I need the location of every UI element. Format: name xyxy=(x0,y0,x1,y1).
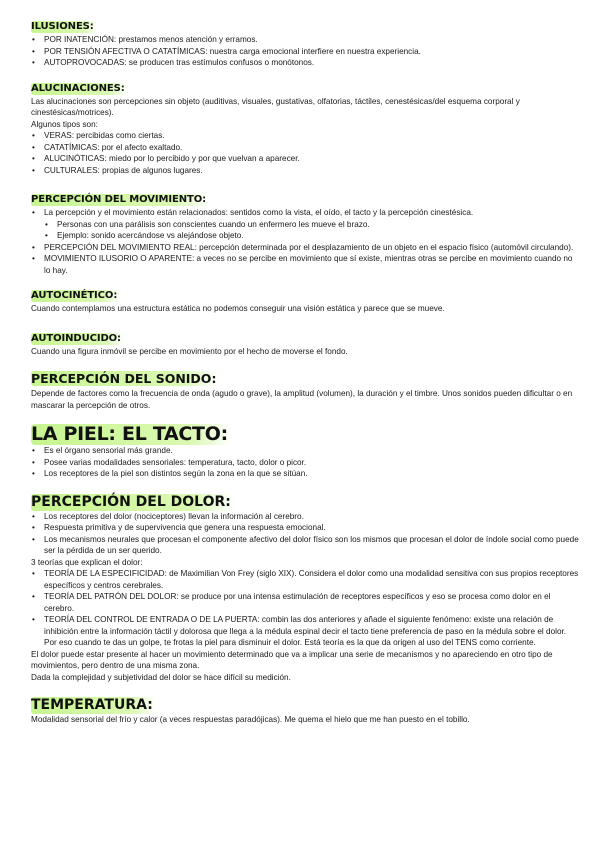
list-item: • Los receptores de la piel son distintos según la zona en la que se sitúan. xyxy=(31,468,581,480)
autocinetico-text: Cuando contemplamos una estructura estática no podemos conseguir una visión estática y parece que se mueve. xyxy=(31,304,445,313)
sonido-text: Depende de factores como la frecuencia de onda (agudo o grave), la amplitud (volumen), la duración y el timbre. Unos sonidos pueden dificultar o en mascarar la percepción de otros. xyxy=(31,389,573,410)
list-item-text: La percepción y el movimiento están relacionados: sentidos como la vista, el oído, el tacto y la percepción cinestésica. xyxy=(44,208,474,217)
list-item: • AUTOPROVOCADAS: se producen tras estímulos confusos o monótonos. xyxy=(31,57,581,69)
sub-list-item: • Ejemplo: sonido acercándose vs alejándose objeto. xyxy=(31,230,581,242)
section-autocinetico xyxy=(31,285,581,315)
heading-movimiento: PERCEPCIÓN DEL MOVIMIENTO: xyxy=(31,194,209,206)
heading-alucinaciones: ALUCINACIONES: xyxy=(31,83,128,95)
alucinaciones-intro: Las alucinaciones son percepciones sin objeto (auditivas, visuales, gustativas, olfatorias, táctiles, cenestésicas/del esquema corporal y cinestésicas/motrices). xyxy=(31,96,520,117)
alucinaciones-list xyxy=(31,130,581,176)
dolor-teorias-intro: 3 teorías que explican el dolor: xyxy=(31,557,143,567)
autoinducido-text: Cuando una figura inmóvil se percibe en movimiento por el hecho de moverse el fondo. xyxy=(31,346,348,356)
list-item: • Respuesta primitiva y de supervivencia que genera una respuesta emocional. xyxy=(31,522,581,534)
list-item: • TEORÍA DEL PATRÓN DEL DOLOR: se produce por una intensa estimulación de receptores específicos y eso se procesa como dolor en el cerebro. xyxy=(31,591,581,614)
section-sonido xyxy=(31,370,581,411)
list-item: • Los receptores del dolor (nociceptores) llevan la información al cerebro. xyxy=(31,511,581,523)
section-ilusiones xyxy=(31,16,581,69)
list-item: • MOVIMIENTO ILUSORIO O APARENTE: a veces no se percibe en movimiento que sí existe, mientras otras se percibe en movimiento cuando no lo hay. xyxy=(31,253,581,276)
list-item: • CATATÍMICAS: por el afecto exaltado. xyxy=(31,142,581,154)
dolor-paragraph: El dolor puede estar presente al hacer un movimiento determinado que va a implicar una serie de mecanismos y no apareciendo en otro tipo de movimientos, pero dentro de una misma zona. xyxy=(31,649,553,670)
heading-temperatura: TEMPERATURA: xyxy=(31,697,156,714)
list-item: • TEORÍA DE LA ESPECIFICIDAD: de Maximilian Von Frey (siglo XIX). Considera el dolor como una modalidad sensitiva con sus propios receptores específicos y centros cerebrales. xyxy=(31,568,581,591)
movimiento-list xyxy=(31,207,581,219)
document-page xyxy=(31,16,581,726)
ilusiones-list xyxy=(31,34,581,69)
heading-dolor: PERCEPCIÓN DEL DOLOR: xyxy=(31,494,234,511)
section-autoinducido xyxy=(31,328,581,358)
list-item: • POR TENSIÓN AFECTIVA O CATATÍMICAS: nuestra carga emocional interfiere en nuestra experiencia. xyxy=(31,46,581,58)
alucinaciones-subintro: Algunos tipos son: xyxy=(31,119,98,129)
section-piel xyxy=(31,424,581,480)
list-item: • POR INATENCIÓN: prestamos menos atención y erramos. xyxy=(31,34,581,46)
dolor-paragraph: Dada la complejidad y subjetividad del dolor se hace difícil su medición. xyxy=(31,672,291,682)
heading-sonido: PERCEPCIÓN DEL SONIDO: xyxy=(31,371,219,386)
piel-list xyxy=(31,445,581,480)
movimiento-list-2 xyxy=(31,242,581,277)
dolor-teorias-list xyxy=(31,568,581,649)
list-item: • PERCEPCIÓN DEL MOVIMIENTO REAL: percepción determinada por el desplazamiento de un objeto en el espacio físico (automóvil circulando). xyxy=(31,242,581,254)
section-dolor xyxy=(31,493,581,684)
list-item: • TEORÍA DEL CONTROL DE ENTRADA O DE LA PUERTA: combin las dos anteriores y añade el siguiente fenómeno: existe una relación de inhibición entre la información táctil y dolorosa que llega a la médula espinal decir el tacto tiene preferencia de paso en la médula sobre el dolor. Por eso cuando te das un golpe, te frotas la piel para disminuir el dolor. Está teoría es la que da origen al uso del TENS como corriente. xyxy=(31,614,581,649)
section-movimiento xyxy=(31,189,581,276)
movimiento-sublist xyxy=(31,219,581,242)
heading-ilusiones: ILUSIONES: xyxy=(31,21,97,33)
sub-list-item: • Personas con una parálisis son conscientes cuando un enfermero les mueve el brazo. xyxy=(31,219,581,231)
list-item: • Los mecanismos neurales que procesan el componente afectivo del dolor físico son los mismos que procesan el dolor de índole social como puede ser la pérdida de un ser querido. xyxy=(31,534,581,557)
list-item: • VERAS: percibidas como ciertas. xyxy=(31,130,581,142)
list-item xyxy=(31,207,581,219)
heading-autocinetico: AUTOCINÉTICO: xyxy=(31,290,120,302)
list-item: • Es el órgano sensorial más grande. xyxy=(31,445,581,457)
heading-piel: LA PIEL: EL TACTO: xyxy=(31,424,232,445)
heading-autoinducido: AUTOINDUCIDO: xyxy=(31,333,124,345)
list-item: • ALUCINÓTICAS: miedo por lo percibido y por que vuelvan a aparecer. xyxy=(31,153,581,165)
list-item: • CULTURALES: propias de algunos lugares. xyxy=(31,165,581,177)
list-item: • Posee varias modalidades sensoriales: temperatura, tacto, dolor o picor. xyxy=(31,457,581,469)
section-temperatura xyxy=(31,696,581,726)
temperatura-text: Modalidad sensorial del frío y calor (a veces respuestas paradójicas). Me quema el hielo que me han puesto en el tobillo. xyxy=(31,715,470,724)
dolor-list xyxy=(31,511,581,557)
section-alucinaciones xyxy=(31,78,581,177)
